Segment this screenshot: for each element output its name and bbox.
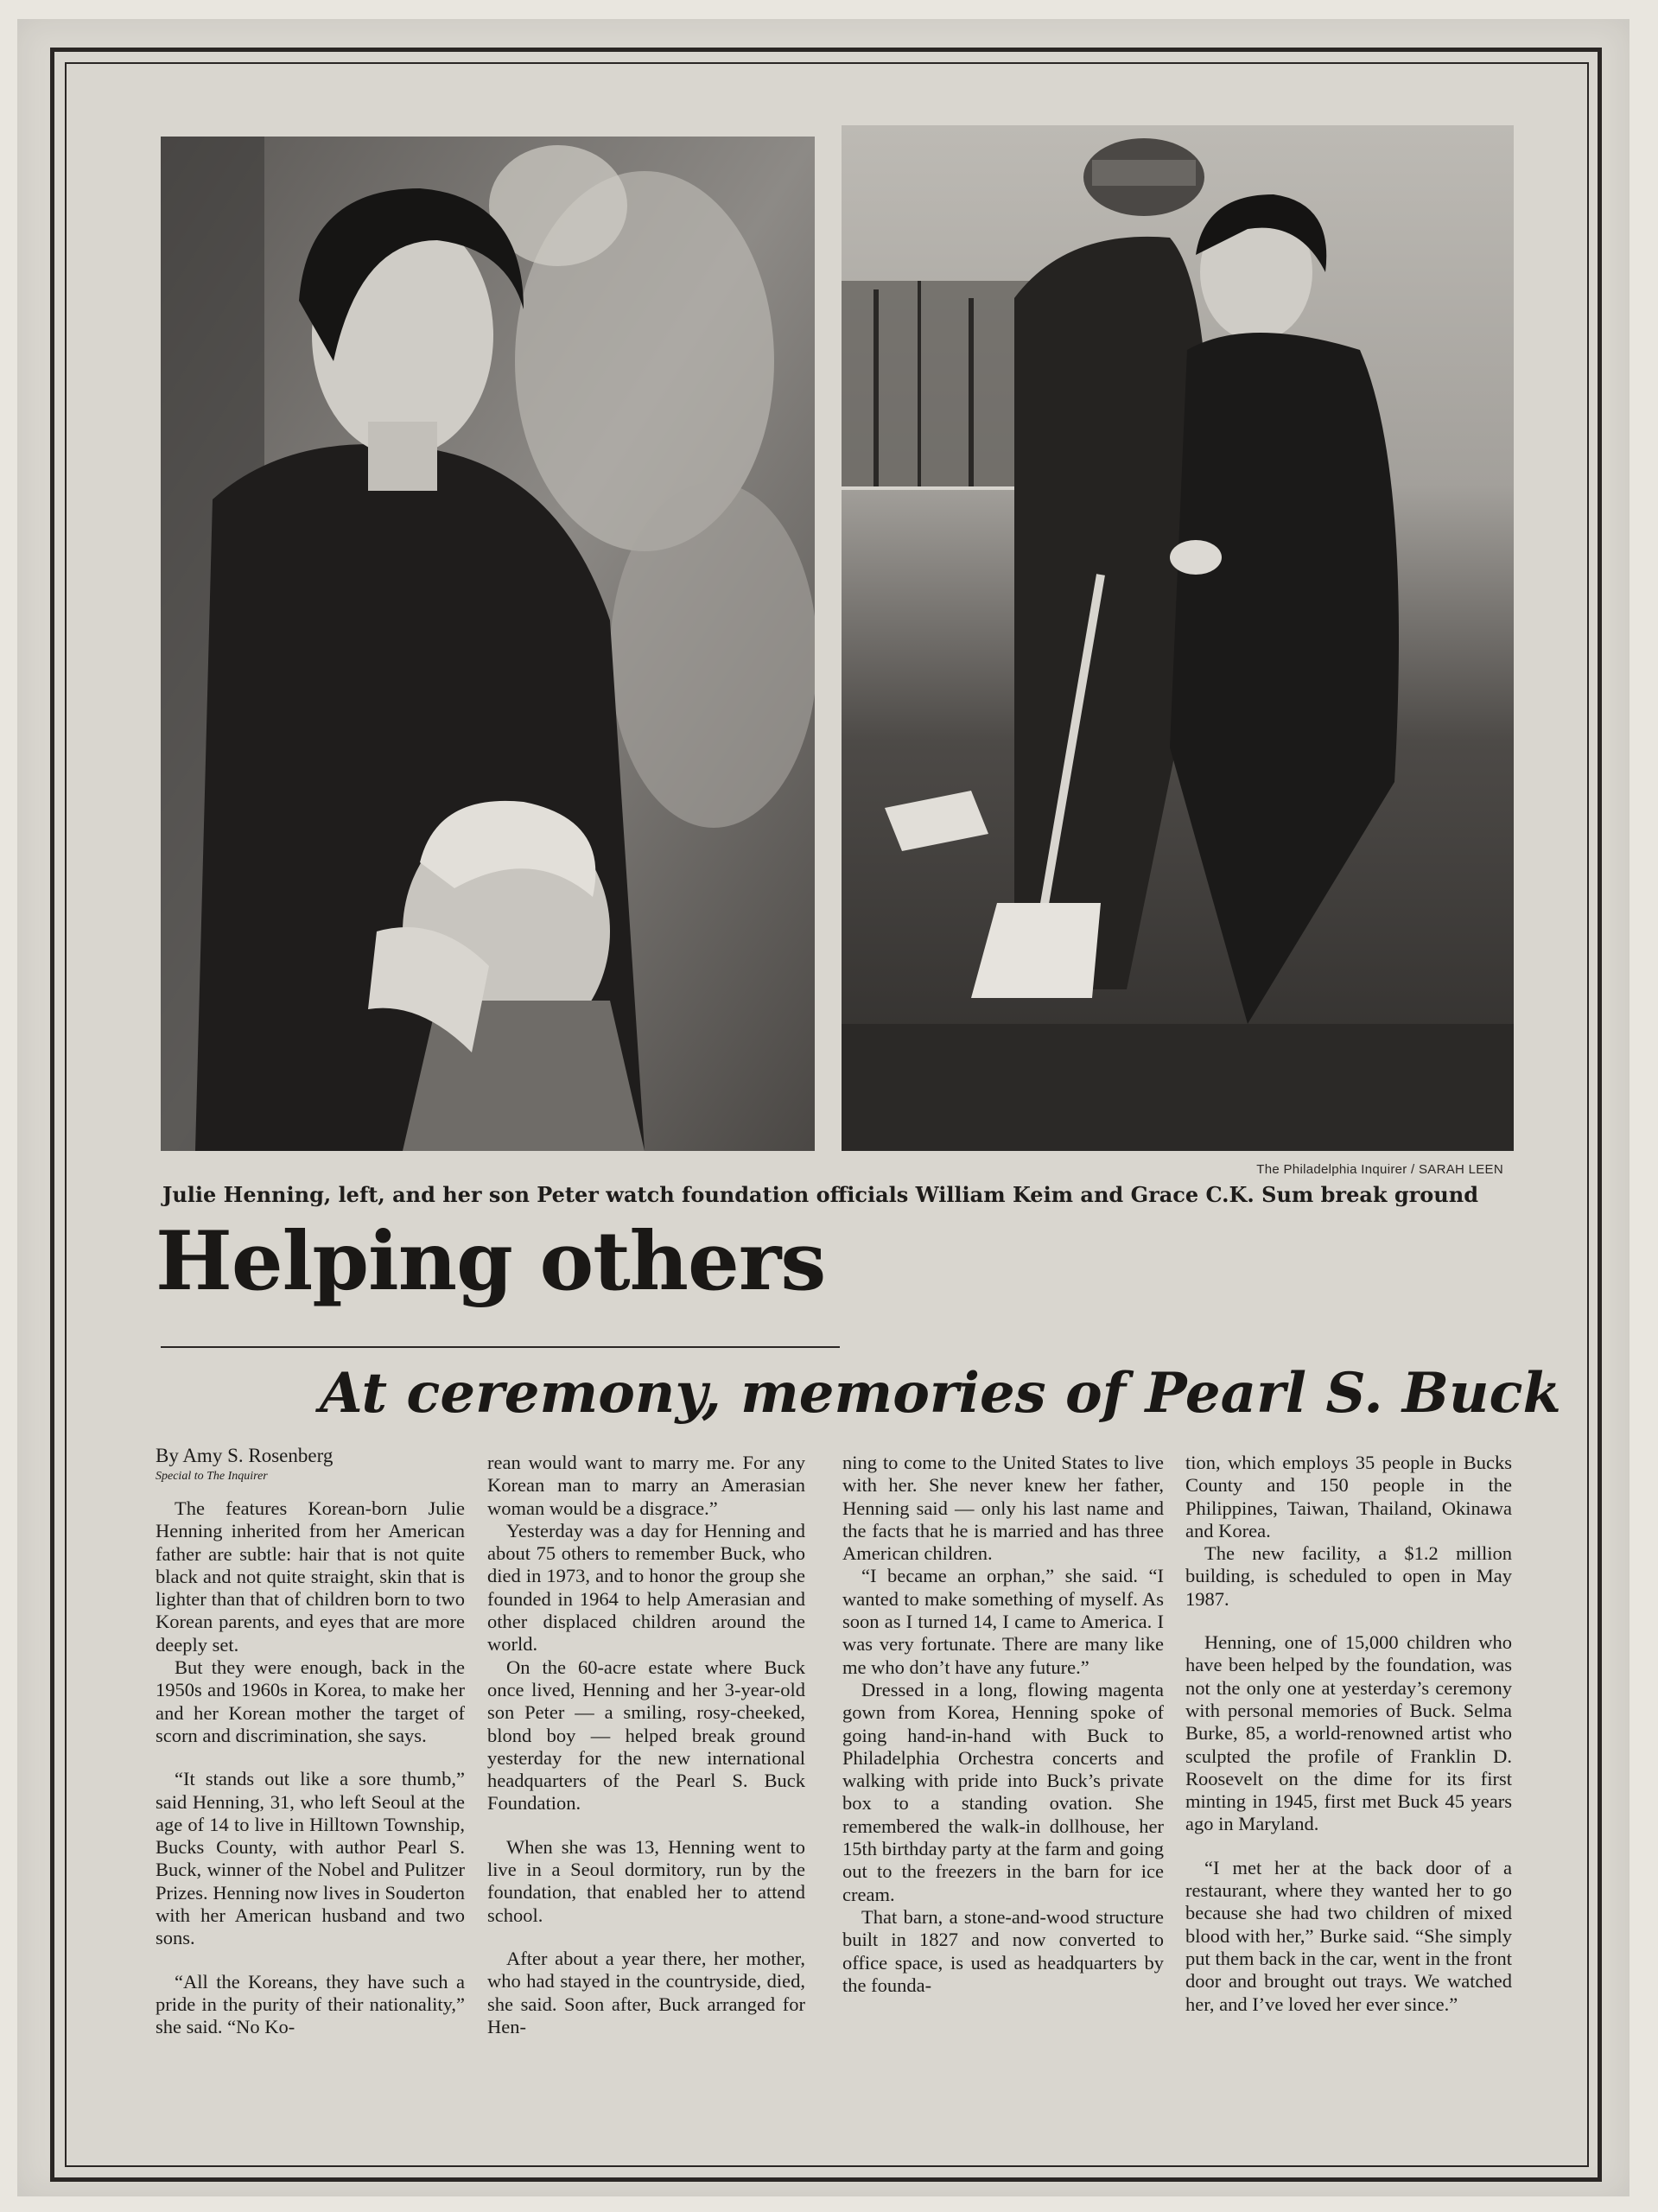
subheadline: At ceremony, memories of Pearl S. Buck (320, 1361, 1561, 1426)
paragraph: tion, which employs 35 people in Bucks County and 150 people in the Philippines, Taiwan, Thailand, Okinawa and Korea. (1185, 1452, 1512, 1541)
paragraph: After about a year there, her mother, who had stayed in the countryside, died, she said. Soon after, Buck arranged for Hen- (487, 1947, 805, 2037)
paragraph: When she was 13, Henning went to live in a Seoul dormitory, run by the foundation, that enabled her to attend school. (487, 1835, 805, 1926)
paragraph: The features Korean-born Julie Henning inherited from her American father are subtle: hair that is not quite black and not quite straight, skin that is lighter than that of children born to two Korean parents, and eyes that are more deeply set. (156, 1497, 465, 1656)
paragraph: “I met her at the back door of a restaurant, where they wanted her to go because she had two children of mixed blood with her,” Burke said. “She simply put them back in the car, went in the front door and brought out trays. We watched her, and I’ve loved her ever since.” (1185, 1856, 1512, 2015)
article-column-2 (487, 1452, 805, 2056)
photo-julie-and-peter (161, 137, 815, 1151)
paragraph: ning to come to the United States to live with her. She never knew her father, Henning said — only his last name and the facts that he is married and has three American children. (842, 1452, 1164, 1565)
photo-right-image (842, 125, 1514, 1151)
byline: By Amy S. Rosenberg (156, 1445, 334, 1466)
byline-affiliation: Special to The Inquirer (156, 1470, 268, 1483)
article-column-4 (1185, 1452, 1512, 2056)
paragraph: “It stands out like a sore thumb,” said Henning, 31, who left Seoul at the age of 14 to live in Hilltown Township, Bucks County, with author Pearl S. Buck, winner of the Nobel and Pulitzer Prizes. Henning now lives in Souderton with her American husband and two sons. (156, 1768, 465, 1949)
headline-divider (161, 1346, 840, 1348)
paragraph: That barn, a stone-and-wood structure built in 1827 and now converted to office space, is used as headquarters by the founda- (842, 1905, 1164, 1996)
paragraph: Dressed in a long, flowing magenta gown from Korea, Henning spoke of going hand-in-hand with Buck to Philadelphia Orchestra concerts and walking with pride into Buck’s private box to a standing ovation. She remembered the walk-in dollhouse, her 15th birthday party at the farm and going out to the freezers in the barn for ice cream. (842, 1678, 1164, 1905)
headline: Helping others (156, 1214, 826, 1309)
article-column-1 (156, 1497, 465, 2102)
paragraph: The new facility, a $1.2 million building, is scheduled to open in May 1987. (1185, 1542, 1512, 1610)
paragraph: Henning, one of 15,000 children who have been helped by the foundation, was not the only one at yesterday’s ceremony with personal memories of Buck. Selma Burke, 85, a world-renowned artist who sculpted the profile of Franklin D. Roosevelt on the dime for its first minting in 1945, first met Buck 45 years ago in Maryland. (1185, 1631, 1512, 1835)
article-column-3 (842, 1452, 1164, 2056)
paragraph: But they were enough, back in the 1950s and 1960s in Korea, to make her and her Korean mother the target of scorn and discrimination, she says. (156, 1656, 465, 1746)
paragraph: Yesterday was a day for Henning and about 75 others to remember Buck, who died in 1973, and to honor the group she founded in 1964 to help Amerasian and other displaced children around the world. (487, 1519, 805, 1656)
paragraph: rean would want to marry me. For any Korean man to marry an Amerasian woman would be a disgrace.” (487, 1452, 805, 1519)
photo-left-image (161, 137, 815, 1151)
paragraph: “All the Koreans, they have such a pride in the purity of their nationality,” she said. “No Ko- (156, 1970, 465, 2038)
paragraph: On the 60-acre estate where Buck once lived, Henning and her 3-year-old son Peter — a smiling, rosy-cheeked, blond boy — helped break ground yesterday for the new international headquarters of the Pearl S. Buck Foundation. (487, 1656, 805, 1815)
photo-breaking-ground (842, 125, 1514, 1151)
paragraph: “I became an orphan,” she said. “I wanted to make something of myself. As soon as I turned 14, I came to America. I was very fortunate. There are many like me who don’t have any future.” (842, 1565, 1164, 1678)
photo-caption: Julie Henning, left, and her son Peter watch foundation officials William Keim and Grace C.K. Sum break ground (162, 1182, 1478, 1207)
photo-credit: The Philadelphia Inquirer / SARAH LEEN (1256, 1162, 1503, 1177)
